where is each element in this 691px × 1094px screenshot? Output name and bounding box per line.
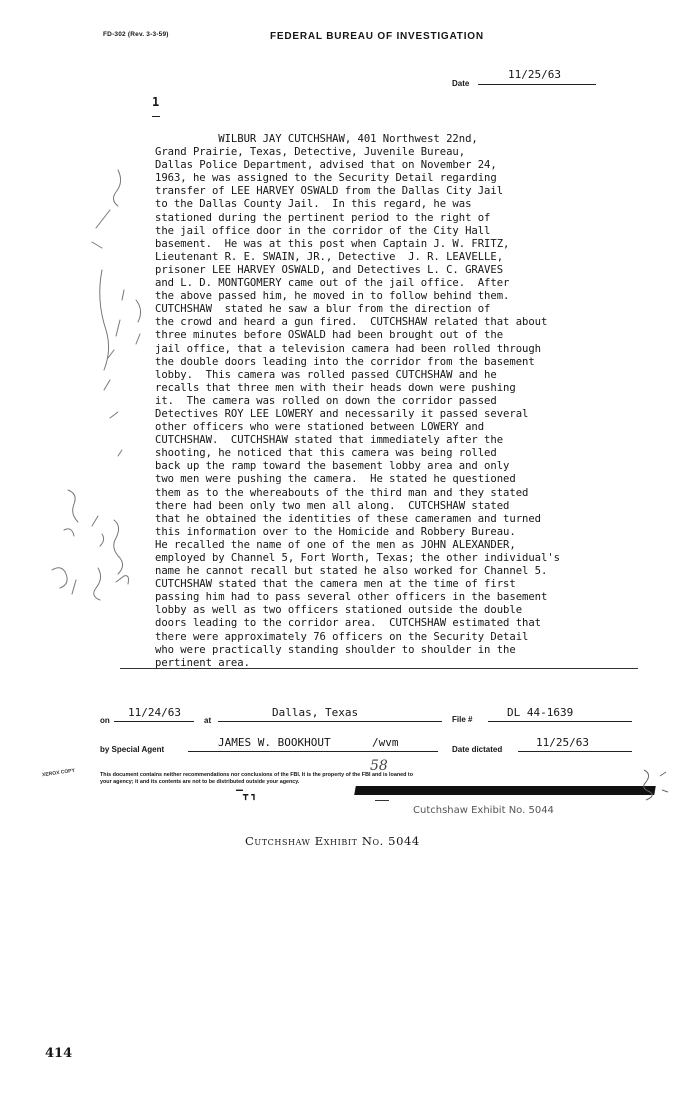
report-line: Grand Prairie, Texas, Detective, Juvenile Bureau, bbox=[155, 146, 466, 159]
report-line: passing him had to pass several other officers in the basement bbox=[155, 591, 548, 604]
report-line: pertinent area. bbox=[155, 656, 250, 669]
report-line: CUTCHSHAW. CUTCHSHAW stated that immediately after the bbox=[155, 434, 504, 447]
report-line: who were practically standing shoulder to shoulder in the bbox=[155, 643, 516, 656]
scan-artifact-dash bbox=[375, 800, 389, 801]
report-line: employed by Channel 5, Fort Worth, Texas; the other individual's bbox=[155, 552, 560, 564]
disclaimer-line-1: This document contains neither recommendations nor conclusions of the FBI. It is the property of the FBI and is loaned to bbox=[100, 772, 413, 778]
report-line: lobby. This camera was rolled passed CUTCHSHAW and he bbox=[155, 368, 497, 381]
report-line: that he obtained the identities of these cameramen and turned bbox=[155, 512, 542, 525]
report-line: back up the ramp toward the basement lobby area and only bbox=[155, 460, 510, 473]
on-date-value: 11/24/63 bbox=[128, 706, 181, 719]
xerox-stamp: XEROX COPY bbox=[41, 767, 76, 779]
disclaimer-line-2: your agency; it and its contents are not to be distributed outside your agency. bbox=[100, 779, 300, 785]
report-line: transfer of LEE HARVEY OSWALD from the Dallas City Jail bbox=[155, 185, 504, 198]
report-line: Lieutenant R. E. SWAIN, JR., Detective J. R. LEAVELLE, bbox=[155, 250, 504, 263]
body-divider bbox=[120, 668, 638, 669]
location-value: Dallas, Texas bbox=[272, 706, 359, 719]
agent-initials: /wvm bbox=[372, 736, 399, 749]
file-label: File # bbox=[452, 715, 473, 724]
date-value: 11/25/63 bbox=[508, 68, 561, 81]
agent-name: JAMES W. BOOKHOUT bbox=[218, 736, 331, 749]
report-line: it. The camera was rolled on down the corridor passed bbox=[155, 394, 497, 407]
report-line: name he cannot recall but stated he also worked for Channel 5. bbox=[155, 565, 548, 578]
agent-label: by Special Agent bbox=[100, 745, 165, 754]
report-line: WILBUR JAY CUTCHSHAW, 401 Northwest 22nd, bbox=[155, 133, 478, 145]
agency-heading: FEDERAL BUREAU OF INVESTIGATION bbox=[270, 31, 484, 42]
report-line: three minutes before OSWALD had been brought out of the bbox=[155, 329, 504, 342]
report-line: there had been only two men all along. CUTCHSHAW stated bbox=[155, 499, 510, 512]
on-label: on bbox=[100, 716, 110, 725]
report-line: this information over to the Homicide and Robbery Bureau. bbox=[155, 525, 516, 538]
report-line: 1963, he was assigned to the Security Detail regarding bbox=[155, 172, 497, 185]
report-line: there were approximately 76 officers on the Security Detail bbox=[155, 630, 529, 643]
report-line: doors leading to the corridor area. CUTCHSHAW estimated that bbox=[155, 617, 542, 630]
report-line: shooting, he noticed that this camera was being rolled bbox=[155, 447, 497, 460]
report-line: the jail office door in the corridor of the City Hall bbox=[155, 224, 491, 237]
report-line: CUTCHSHAW stated that the camera men at the time of first bbox=[155, 578, 516, 591]
report-line: them as to the whereabouts of the third man and they stated bbox=[155, 486, 529, 499]
report-line: the crowd and heard a gun fired. CUTCHSHAW related that about bbox=[155, 316, 548, 329]
report-line: other officers who were stationed between LOWERY and bbox=[155, 421, 485, 434]
page-number-dash bbox=[152, 116, 160, 117]
scan-artifact-mark: ▔┳ ┓ bbox=[236, 791, 257, 801]
report-line: He recalled the name of one of the men as JOHN ALEXANDER, bbox=[155, 538, 516, 551]
exhibit-label-small: Cutchshaw Exhibit No. 5044 bbox=[413, 805, 554, 816]
margin-scribbles-graphic bbox=[40, 150, 150, 630]
exhibit-label-main: Cutchshaw Exhibit No. 5044 bbox=[245, 834, 420, 848]
handwritten-page-mark: 58 bbox=[370, 758, 388, 774]
report-line: prisoner LEE HARVEY OSWALD, and Detectives L. C. GRAVES bbox=[155, 263, 504, 276]
report-line: the above passed him, he moved in to follow behind them. bbox=[155, 290, 510, 303]
report-line: lobby as well as two officers stationed outside the double bbox=[155, 604, 523, 617]
form-identifier: FD-302 (Rev. 3-3-59) bbox=[103, 31, 169, 38]
report-line: two men were pushing the camera. He stated he questioned bbox=[155, 473, 516, 486]
dictated-label: Date dictated bbox=[452, 745, 503, 754]
report-line: Detectives ROY LEE LOWERY and necessarily it passed several bbox=[155, 407, 529, 420]
margin-mark-right-graphic bbox=[600, 760, 680, 810]
report-line: stationed during the pertinent period to the right of bbox=[155, 211, 491, 224]
folio-number: 414 bbox=[45, 1046, 73, 1061]
report-body bbox=[155, 133, 655, 670]
report-line: basement. He was at this post when Captain J. W. FRITZ, bbox=[155, 237, 510, 250]
report-line: recalls that three men with their heads down were pushing bbox=[155, 381, 516, 394]
report-line: the double doors leading into the corridor from the basement bbox=[155, 355, 535, 368]
report-line: CUTCHSHAW stated he saw a blur from the direction of bbox=[155, 303, 491, 316]
at-label: at bbox=[204, 716, 212, 725]
date-label: Date bbox=[452, 79, 470, 88]
report-line: jail office, that a television camera had been rolled through bbox=[155, 342, 542, 355]
file-number-value: DL 44-1639 bbox=[507, 706, 574, 719]
page-number: 1 bbox=[152, 95, 160, 109]
report-line: and L. D. MONTGOMERY came out of the jail office. After bbox=[155, 277, 510, 290]
dictated-date: 11/25/63 bbox=[536, 736, 589, 749]
report-line: to the Dallas County Jail. In this regard, he was bbox=[155, 198, 472, 211]
report-line: Dallas Police Department, advised that on November 24, bbox=[155, 159, 497, 172]
disclaimer bbox=[100, 772, 413, 786]
